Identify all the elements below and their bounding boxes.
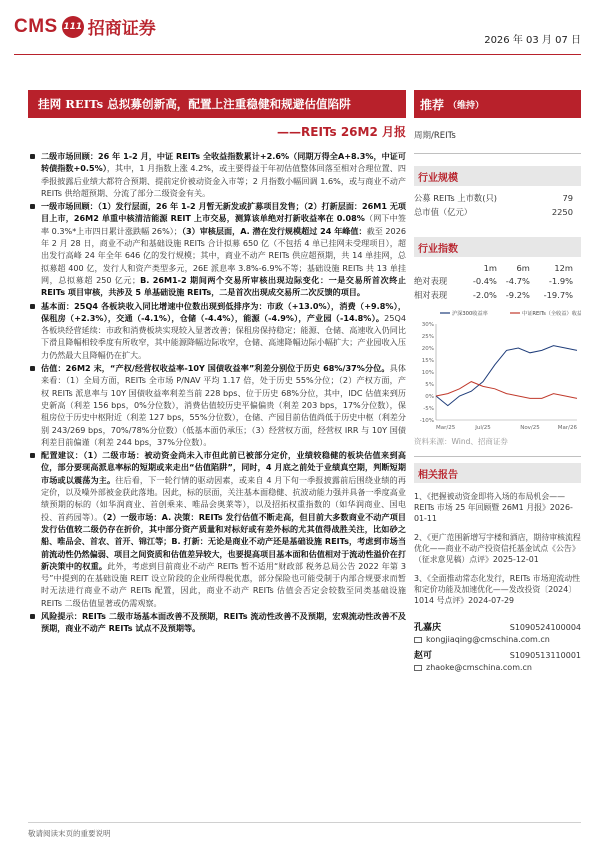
cms-logo (14, 14, 156, 39)
perf-header: 1m (483, 263, 497, 273)
perf-value: -9.2% (505, 290, 530, 300)
summary-text: 此外，考虑到目前商业不动产 REITs 暂不适用“财政部 税务总局公告 2022 年第 3 号”中提到的在基础设施 REIT 设立阶段的企业所得税优惠，部分保险也可能受制于内部合规要求而暂时无法进行商业不动产 REITs 配置，因此，商业不动产 REITs 估值会否定会较数至同类基础设施 REITs 二级估值显著或仍需观察。 (41, 560, 406, 608)
perf-header: 6m (516, 263, 530, 273)
summary-item-fundamentals (28, 300, 406, 361)
perf-value: -2.0% (472, 290, 497, 300)
rating-bar (414, 90, 581, 118)
analyst-row (414, 622, 581, 634)
related-report-item[interactable]: 1、《把握被动资金即将入场的布局机会——REITs 市场 25 年回顾暨 26M1 月报》2026-01-11 (414, 492, 573, 523)
table-row (414, 274, 581, 288)
summary-text: 具体来看：（1）全局方面，REITs 全市场 P/NAV 平均 1.17 倍，处于历史 55%分位；（2）产权方面，产权 REITs 派息率与 10Y 国债收益率利差当前 228 bps、位于历史 68%分位，其中，IDC 估值来到历史新高（利差 156 bps，0%分位数），消费估值较历史平偏偏贵（利差 203 bps，17%分位数），保租房位于历史中枢附近（利差 127 bps，55%分位数），仓储、产园目前估值尚低于历史中枢（利差分别 243/269 bps，70%/78%分位数）（低基本面仍承压；（3）经营权方面，经营权 IRR 与 10Y 国债利差目前偏谨（利差 244 bps，37%分位数）。 (41, 363, 406, 447)
related-reports-heading: 相关报告 (414, 463, 581, 483)
analyst-email[interactable]: zhaoke@cmschina.com.cn (426, 663, 532, 672)
report-title: 挂网 REITs 总拟募创新高，配置上注重稳健和规避估值陷阱 (28, 90, 406, 118)
summary-bold: （3）审核层面，A. 潜在发行规模超过 24 年峰值： (181, 225, 367, 236)
performance-table (414, 262, 581, 302)
x-tick-label: Nov/25 (520, 425, 540, 431)
x-tick-label: Mar/26 (557, 425, 577, 431)
footer-note: 敬请阅读末页的重要说明 (28, 829, 111, 838)
table-row (414, 205, 581, 219)
summary-item-risk (28, 610, 406, 635)
perf-header (414, 262, 464, 274)
analyst-row (414, 650, 581, 662)
summary-text: 往后看，下一轮行情的驱动因素，或来自 4 月下旬一季报披露前后围绕业绩的再定价，以及噪外部被金获此落地。因此，标的层面，关注基本面稳健、抗波动能力强并具备一季度高业绩预期的标的（如华润商业、首创乘来、唯品会奥莱等），以及招拓权重指数的（如华润商业、国电投、首药园等）。 (41, 474, 406, 522)
x-tick-label: Jul/25 (475, 425, 491, 431)
y-tick-label: 30% (421, 322, 434, 328)
summary-item-valuation (28, 362, 406, 448)
y-tick-label: -10% (419, 418, 434, 424)
summary-bold: 一级市场回顾：（1）发行层面，26 年 1-2 月暂无新发或扩募项目发售；（2）打新层面：26M1 无项目上市，26M2 单重中核清洁能源 REIT 上市交易，测算该单绝对打新收益率在 0.08% (41, 201, 406, 224)
summary-text: （网下中签率 0.3%*上市四日累计涨跌幅 26%）； (41, 213, 406, 236)
analyst-email-row (414, 634, 581, 646)
mail-icon (414, 665, 422, 671)
industry-scale-heading: 行业规模 (414, 166, 581, 186)
industry-index-heading: 行业指数 (414, 237, 581, 257)
y-tick-label: -5% (423, 406, 434, 412)
perf-value: -0.4% (472, 276, 497, 286)
index-performance-chart (414, 306, 581, 434)
summary-bold: 基本面：25Q4 各板块收入同比增速中位数出现到低排序为：市政（+13.0%），消费（+9.8%），保租房（+2.3%），交通（-4.1%），仓储（-4.4%），能源（-4.9%），产业园（-14.8%）。 (41, 300, 406, 323)
summary-item-allocation (28, 449, 406, 609)
scale-value: 79 (562, 193, 573, 203)
rating-sub-label: （维持） (448, 100, 485, 111)
perf-header: 12m (554, 263, 573, 273)
analyst-name: 孔嘉庆 (414, 623, 442, 633)
summary-item-secondary-market (28, 150, 406, 199)
analyst-id: S1090513110001 (509, 651, 581, 660)
scale-label: 总市值（亿元） (414, 207, 473, 217)
analyst-email[interactable]: kongjiaqing@cmschina.com.cn (426, 635, 550, 644)
scale-value: 2250 (551, 207, 573, 217)
industry-label: 周期/REITs (414, 129, 581, 154)
logo-cms-text: CMS (14, 15, 58, 37)
series-line-0 (436, 346, 577, 406)
x-tick-label: Mar/25 (436, 425, 456, 431)
performance-chart-svg (414, 306, 581, 434)
y-tick-label: 10% (421, 370, 434, 376)
summary-section (28, 150, 406, 636)
table-header-row (414, 262, 581, 274)
header-divider (14, 54, 581, 55)
logo-badge-icon: 111 (62, 16, 84, 38)
summary-text: ，其中，1 月指数上涨 4.2%，或主要得益于年初估值整体回落至相对合理位置、四季报披露后业绩大都符合预期、提前定价被动资金入市等；2 月指数小幅回调 1.6%，或与商业不动产 REITs 供给超预期、分流了部分二级资金有关。 (41, 163, 406, 198)
scale-label: 公募 REITs 上市数(只) (414, 193, 498, 203)
table-row (414, 288, 581, 302)
table-row (414, 191, 581, 205)
perf-label: 绝对表现 (414, 276, 448, 286)
footer-divider (28, 822, 581, 823)
y-tick-label: 5% (425, 382, 434, 388)
perf-value: -19.7% (543, 290, 573, 300)
related-reports-list (414, 491, 581, 606)
report-subtitle: ——REITs 26M2 月报 (277, 125, 406, 139)
perf-label: 相对表现 (414, 290, 448, 300)
y-tick-label: 20% (421, 346, 434, 352)
sidebar (414, 90, 581, 674)
report-date: 2026 年 03 月 07 日 (484, 35, 581, 46)
summary-bold: 估值：26M2 末，“产权/经营权收益率-10Y 国债收益率”利差分别位于历史 68%/37%分位。 (41, 363, 390, 374)
perf-value: -4.7% (505, 276, 530, 286)
y-tick-label: 15% (421, 358, 434, 364)
summary-text: 截至 2026 年 2 月 28 日，商业不动产和基础设施 REITs 合计拟募 650 亿（不包括 4 单已挂网未受理项目），超出发行高峰 24 年全年 646 亿的发行规模；其中，商业不动产 REITs 供应超预期，共 14 单挂网，总拟募超 400 亿，发行人和资产类型多元，26E 派息率 3.8%-6.9%不等；基础设施 REITs 共 13 单挂网，总拟募超 250 亿元； (41, 225, 407, 285)
summary-item-primary-market (28, 200, 406, 298)
analyst-id: S1090524100004 (509, 623, 581, 632)
y-tick-label: 0% (425, 394, 434, 400)
summary-bold: B. 26M1-2 期间两个交易所审核出现边际变化：一是交易所首次终止 REITs 项目审核，共涉及 5 单基础设施 REITs，二是首次出现成交易所二次反馈的项目。 (41, 274, 406, 298)
analyst-name: 赵可 (414, 651, 433, 661)
y-tick-label: 25% (421, 334, 434, 340)
page-header (14, 8, 581, 48)
logo-cn-text: 招商证券 (87, 19, 156, 39)
analysts-section (414, 622, 581, 674)
series-line-1 (436, 382, 577, 399)
summary-text: 25Q4 各板块经营延续：市政和消费板块实现较入显著改善；保租房保持稳定；能源、仓储、高速收入仍同比下滑且降幅相较季度有所收窄，其中能源降幅边际收窄，仓储、高速降幅边际小幅扩大；产业园收入压力仍然最大且降幅仍在扩大。 (41, 312, 406, 360)
analyst-email-row (414, 662, 581, 674)
mail-icon (414, 637, 422, 643)
related-report-item[interactable]: 3、《全面推动常态化发行，REITs 市场迎流动性和定价功能及加速优化——发改投资〔2024〕1014 号点评》2024-07-29 (414, 574, 581, 605)
summary-bold: 风险提示：REITs 二级市场基本面改善不及预期，REITs 流动性改善不及预期，宏观流动性改善不及预期，商业不动产 REITs 试点不及预期等。 (41, 610, 406, 634)
legend-label: 沪深300收益率 (452, 311, 488, 317)
summary-bold: 配置建议：（1）二级市场：被动资金尚未入市但此前已被部分定价，业绩较稳健的板块估值来到高位，部分要现高派息率标的短期或来走出“估值陷阱”，同时，4 月底之前处于业绩真空期，判断短期市场或以震荡为主。 (41, 450, 406, 485)
rating-label: 推荐 (420, 97, 445, 112)
summary-bold: （2）一级市场：A. 决策：REITs 发行估值不断走高，但目前大多数商业不动产项目发行估值较二级仍存在折价，其中部分资产质量和对标好或有差外标的尤其值得战胜关注，比如砂之船、唯品会、首农、首开、锦江等；B. 打新：无论是商业不动产还是基础设施 REITs，考虑到市场当前流动性仍然偏弱、项目之间资质和估值差异较大，也要提高项目基本面和估值相对于流动性溢价在打新决策中的权重。 (41, 511, 407, 571)
legend-label: 中证REITs（全收益）收益率 (522, 311, 581, 317)
perf-value: -1.9% (548, 276, 573, 286)
chart-source: 资料来源：Wind、招商证券 (414, 436, 581, 457)
summary-bold: 二级市场回顾：26 年 1-2 月，中证 REITs 全收益指数累计+2.6%（同期万得全A+8.3%，中证可转债指数+0.5%） (41, 151, 406, 174)
related-report-item[interactable]: 2、《更广范围新增写字楼和酒店，期待审核流程优化——商业不动产投资信托基金试点《公告》（征求意见稿）点评》2025-12-01 (414, 533, 581, 564)
industry-scale-table (414, 191, 581, 219)
